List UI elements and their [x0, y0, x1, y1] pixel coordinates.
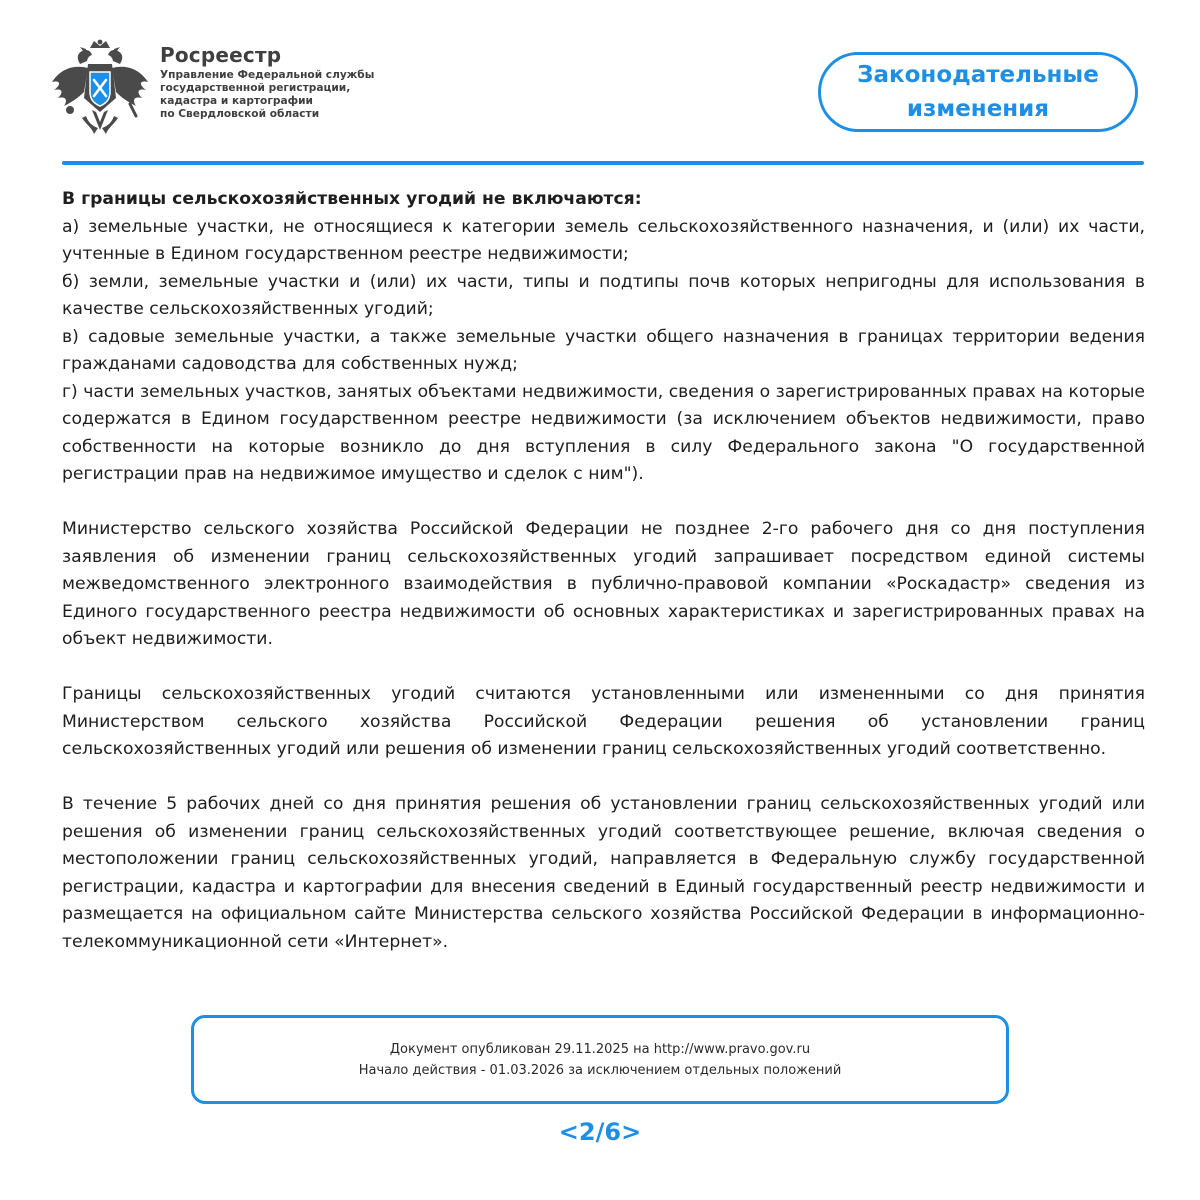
org-subtitle-line: государственной регистрации, [160, 82, 351, 94]
org-identity [160, 42, 420, 121]
topic-badge [818, 52, 1138, 132]
paragraph-boundaries-established: Границы сельскохозяйственных угодий считаются установленными или измененными со дня принятия Министерством сельского хозяйства Российской Федерации решения об установлении границ сельскохозяйственных угодий или решения об изменении границ сельскохозяйственных угодий соответственно. [62, 684, 1145, 759]
effective-line: Начало действия - 01.03.2026 за исключением отдельных положений [358, 1062, 842, 1078]
paragraph-gap [62, 654, 1145, 682]
header-divider [62, 161, 1144, 165]
exclusion-item-a: а) земельные участки, не относящиеся к категории земель сельскохозяйственного назначения, и (или) их части, учтенные в Едином государственном реестре недвижимости; [62, 216, 1145, 264]
topic-badge-label: Законодательные изменения [857, 62, 1099, 122]
paragraph-gap [62, 489, 1145, 517]
document-body [62, 186, 1145, 956]
org-subtitle-line: кадастра и картографии [160, 95, 313, 107]
paragraph-gap [62, 764, 1145, 792]
org-subtitle-line: Управление Федеральной службы [160, 69, 375, 81]
org-subtitle [160, 69, 420, 121]
org-name: Росреестр [160, 43, 282, 67]
published-line: Документ опубликован 29.11.2025 на http://www.pravo.gov.ru [389, 1041, 811, 1057]
publication-info-box [191, 1015, 1009, 1104]
org-subtitle-line: по Свердловской области [160, 108, 320, 120]
paragraph-decision-transfer: В течение 5 рабочих дней со дня принятия решения об установлении границ сельскохозяйственных угодий или решения об изменении границ сельскохозяйственных угодий соответствующее решение, включая сведения о местоположении границ сельскохозяйственных угодий, направляется в Федеральную службу государственной регистрации, кадастра и картографии для внесения сведений в Единый государственный реестр недвижимости и размещается на официальном сайте Министерства сельского хозяйства Российской Федерации в информационно-телекоммуникационной сети «Интернет». [62, 794, 1145, 952]
page-indicator: <2/6> [558, 1118, 642, 1146]
paragraph-ministry-request: Министерство сельского хозяйства Российской Федерации не позднее 2-го рабочего дня со дня поступления заявления об изменении границ сельскохозяйственных угодий запрашивает посредством единой системы межведомственного электронного взаимодействия в публично-правовой компании «Роскадастр» сведения из Единого государственного реестра недвижимости об основных характеристиках и зарегистрированных правах на объект недвижимости. [62, 519, 1145, 649]
exclusions-heading: В границы сельскохозяйственных угодий не включаются: [62, 189, 642, 209]
exclusion-item-c: в) садовые земельные участки, а также земельные участки общего назначения в границах территории ведения гражданами садоводства для собственных нужд; [62, 326, 1145, 374]
exclusion-item-d: г) части земельных участков, занятых объектами недвижимости, сведения о зарегистрированных правах на которые содержатся в Едином государственном реестре недвижимости (за исключением объектов недвижимости, право собственности на которые возникло до дня вступления в силу Федерального закона "О государственной регистрации прав на недвижимое имущество и сделок с ним"). [62, 381, 1145, 484]
exclusion-item-b: б) земли, земельные участки и (или) их части, типы и подтипы почв которых непригодны для использования в качестве сельскохозяйственных угодий; [62, 271, 1145, 319]
rosreestr-emblem-icon [50, 38, 150, 138]
